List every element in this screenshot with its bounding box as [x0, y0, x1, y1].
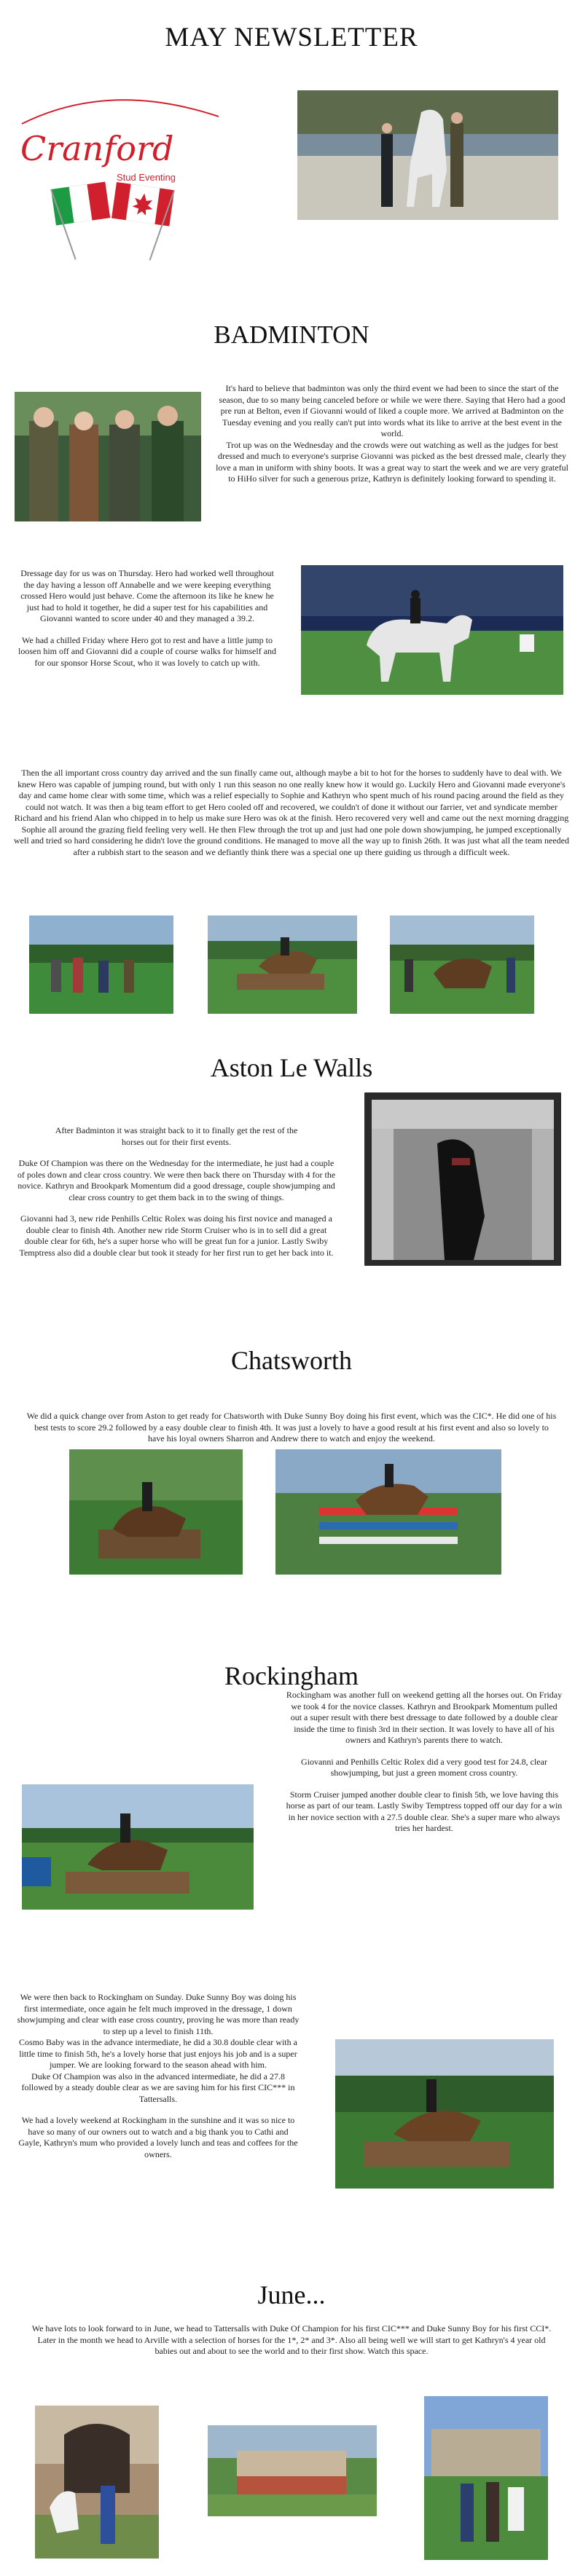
aston-paragraph-1: After Badminton it was straight back to it to finally get the rest of the horses out for their first events.	[55, 1125, 298, 1147]
horsebox-photo	[364, 1092, 561, 1266]
badminton-paragraph-1: It's hard to believe that badminton was only the third event we had been to since the start of the season, due to so many being canceled before or while we were there. Saying that Hero had a good pre run at Belton, even if Giovanni would of liked a couple more. We arrived at Badminton on the Tuesday evening and you really can't put into words what its like to arrive at the best event in the world.	[219, 383, 566, 438]
aston-text	[16, 1125, 337, 1259]
rockingham-photo-2	[335, 2039, 554, 2189]
italy-flag	[51, 182, 115, 261]
june-photo-3	[424, 2396, 548, 2560]
rockingham-paragraph-7: We had a lovely weekend at Rockingham in the sunshine and it was so nice to have so many of our owners out to watch and a big thank you to Cathi and Gayle, Kathryn's mum who provided a lovely lunch and teas and coffees for the owners.	[18, 2115, 298, 2159]
june-text: We have lots to look forward to in June, we head to Tattersalls with Duke Of Champion for his first CIC*** and Duke Sunny Boy for his first CCI*. Later in the month we head to Arville with a selection of horses for the 1*, 2* and 3*. Also all being well we will start to get Kathryn's 4 year old babies out and about to see the world and to their first show. Watch this space.	[31, 2323, 552, 2356]
cross-country-photo-2	[208, 915, 357, 1014]
trot-up-photo	[297, 90, 558, 220]
badminton-dressage-text	[16, 568, 278, 669]
cranford-logo	[7, 87, 226, 269]
june-photo-1	[35, 2406, 159, 2559]
newsletter-title: MAY NEWSLETTER	[165, 23, 418, 52]
chatsworth-text: We did a quick change over from Aston to get ready for Chatsworth with Duke Sunny Boy doing his first event, which was the CIC*. He did one of his best tests to score 29.2 followed by a easy double clear to finish 4th. It was just a lovely to have a good result at his first event and also so lovely to have his loyal owners Sharron and Andrew there to watch and enjoy the weekend.	[26, 1411, 557, 1443]
best-dressed-photo	[15, 392, 201, 521]
rockingham-sunday-text	[16, 1992, 300, 2160]
aston-paragraph-3: Giovanni had 3, new ride Penhills Celtic Rolex was doing his first novice and managed a double clear to finish 4th. Another new ride Storm Cruiser who is in to sell did a great double clear for 6th, he's a super horse who will be great fun for a junior. Lastly Swiby Temptress also did a double clear but took it steady for her first run to get her back into it.	[19, 1213, 334, 1258]
logo-sub-text: Stud Eventing	[117, 172, 176, 183]
aston-paragraph-2: Duke Of Champion was there on the Wednesday for the intermediate, he just had a couple of poles down and clear cross country. We were then back there on Thursday with 4 for the novice. Kathryn and Brookpark Momentum did a good dressage, couple showjumping and clear cross country to get them back in to the swing of things.	[17, 1158, 336, 1202]
cross-country-photo-3	[390, 915, 534, 1014]
logo-script-text: Cranford	[20, 129, 174, 168]
rockingham-paragraph-6: Duke Of Champion was also in the advanced intermediate, he did a 27.8 followed by a steady double clear as we are saving him for his first CIC*** in Tattersalls.	[21, 2071, 295, 2104]
rockingham-paragraph-5: Cosmo Baby was in the advance intermediate, he did a 30.8 double clear with a little time to finish 5th, he's a lovely horse that just enjoys his job and is a super jumper. We are looking forward to the season ahead with him.	[19, 2037, 297, 2070]
june-heading: June...	[257, 2280, 326, 2309]
cross-country-photo-1	[29, 915, 173, 1014]
rockingham-friday-text	[286, 1690, 563, 1835]
chatsworth-photo-2	[275, 1449, 501, 1575]
rockingham-photo-1	[22, 1784, 254, 1910]
dressage-photo	[301, 565, 563, 695]
rockingham-paragraph-3: Storm Cruiser jumped another double clear to finish 5th, we love having this horse as part of our team. Lastly Swiby Temptress topped off our day for a win in her novice section with a 27.5 double clear. She's a super mare who always tries her hardest.	[286, 1789, 563, 1833]
rockingham-paragraph-1: Rockingham was another full on weekend getting all the horses out. On Friday we took 4 for the novice classes. Kathryn and Brookpark Momentum pulled out a super result with there best dressage to date followed by a double clear inside the time to finish 3rd in their section. It was lovely to have all of his owners and Kathryn's parents there to watch.	[286, 1690, 563, 1745]
badminton-intro-text	[216, 383, 568, 540]
rockingham-heading: Rockingham	[224, 1661, 359, 1690]
chatsworth-photo-1	[69, 1449, 243, 1575]
june-photo-2	[208, 2425, 377, 2516]
badminton-cross-country-text: Then the all important cross country day arrived and the sun finally came out, although maybe a bit to hot for the horses to suddenly have to deal with. We knew Hero was capable of jumping round, but with only 1 run this season no one really knew how it would go. Luckily Hero and Giovanni made everyone's day and came home clear with some time, which was a relief especially to Sophie and Kathryn who spent much of his round pacing around the field as they could not watch. It was then a big team effort to get Hero cooled off and recovered, we couldn't of done it without our farrier, vet and syndicate member Richard and his friend Alan who chipped in to help us make sure Hero was ok at the finish. Hero recovered very well and came out the next morning dragging Sophie all around the grazing field feeling very well. He then Flew through the trot up and just had one pole down showjumping, he jumped exceptionally well and tried so hard considering he didn't love the ground conditions. He managed to move all the way up to finish 26th. It was just what all the team needed after a rubbish start to the season and we defiantly think there was a special one up there guiding us through a difficult week.	[14, 768, 569, 857]
aston-heading: Aston Le Walls	[210, 1053, 373, 1082]
badminton-paragraph-2: Trot up was on the Wednesday and the crowds were out watching as well as the judges for best dressed and much to everyone's surprise Giovanni was picked as the best dressed male, clearly they love a man in uniform with shiny boots. It was a great way to start the week and we are very grateful to HiHo silver for such a generous prize, Kathryn is definitely looking forward to spending it.	[216, 439, 568, 484]
badminton-paragraph-3: Dressage day for us was on Thursday. Hero had worked well throughout the day having a lesson off Annabelle and we were keeping everything crossed Hero would just behave. Come the afternoon its like he knew he just had to hold it together, he did a super test for his capabilities and Giovanni wanted to score under 40 and they managed a 39.2.	[20, 568, 274, 623]
chatsworth-heading: Chatsworth	[231, 1346, 352, 1375]
rockingham-paragraph-2: Giovanni and Penhills Celtic Rolex did a very good test for 24.8, clear showjumping, but just a green moment cross country.	[301, 1756, 547, 1778]
badminton-heading: BADMINTON	[214, 320, 369, 349]
canada-flag	[106, 182, 174, 262]
badminton-paragraph-4: We had a chilled Friday where Hero got to rest and have a little jump to loosen him off and Giovanni did a couple of course walks for himself and for our sponsor Horse Scout, who it was lovely to catch up with.	[17, 634, 277, 668]
rockingham-paragraph-4: We were then back to Rockingham on Sunday. Duke Sunny Boy was doing his first intermediate, once again he felt much improved in the dressage, 1 down showjumping and clear with ease cross country, proving he was more than ready to step up a level to finish 11th.	[17, 1992, 300, 2036]
